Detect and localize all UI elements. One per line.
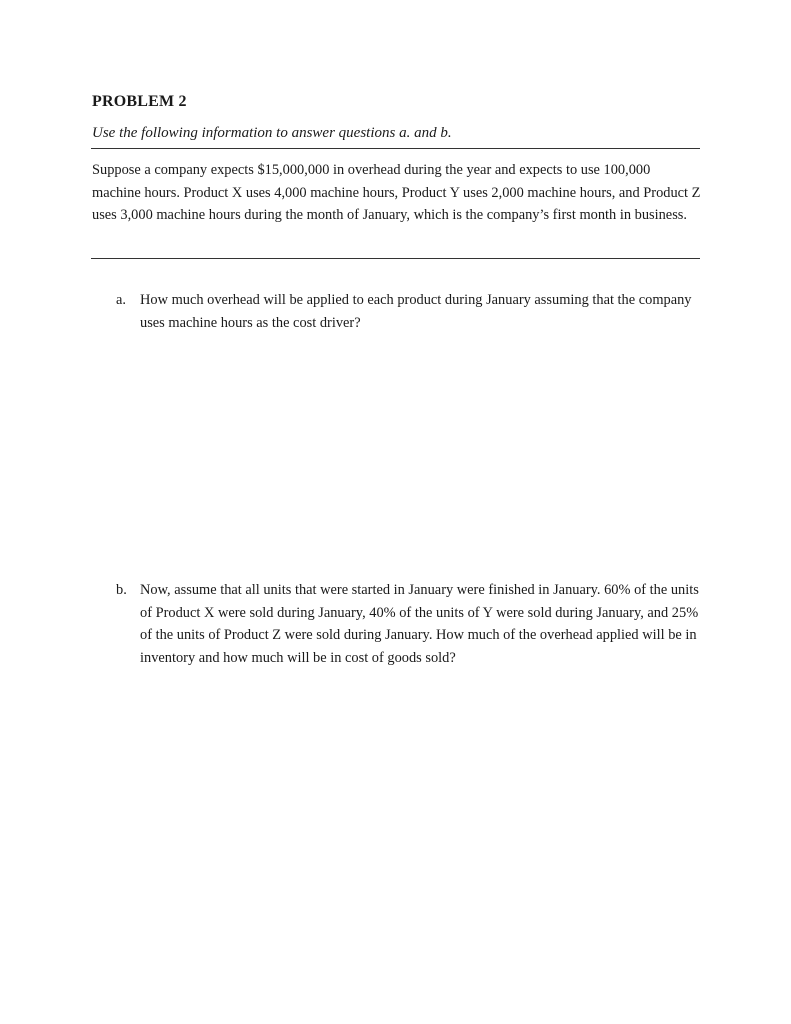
- question-a-marker: a.: [116, 292, 126, 308]
- instructions-text: Use the following information to answer questions a. and b.: [92, 125, 452, 141]
- divider-top: [91, 148, 700, 149]
- question-a-text: How much overhead will be applied to each product during January assuming that the company uses machine hours as the cost driver?: [140, 292, 692, 331]
- question-b-marker: b.: [116, 582, 127, 598]
- scenario-paragraph: Suppose a company expects $15,000,000 in overhead during the year and expects to use 100,000 machine hours. Product X uses 4,000 machine hours, Product Y uses 2,000 machine hours, and Product Z uses 3,000 machine hours during the month of January, which is the company’s first month in business.: [92, 162, 701, 223]
- question-b-text: Now, assume that all units that were started in January were finished in January. 60% of the units of Product X were sold during January, 40% of the units of Y were sold during January, and 25% of the units of Product Z were sold during January. How much of the overhead applied will be in inventory and how much will be in cost of goods sold?: [140, 582, 699, 666]
- page-title: PROBLEM 2: [92, 93, 187, 110]
- divider-bottom: [91, 258, 700, 259]
